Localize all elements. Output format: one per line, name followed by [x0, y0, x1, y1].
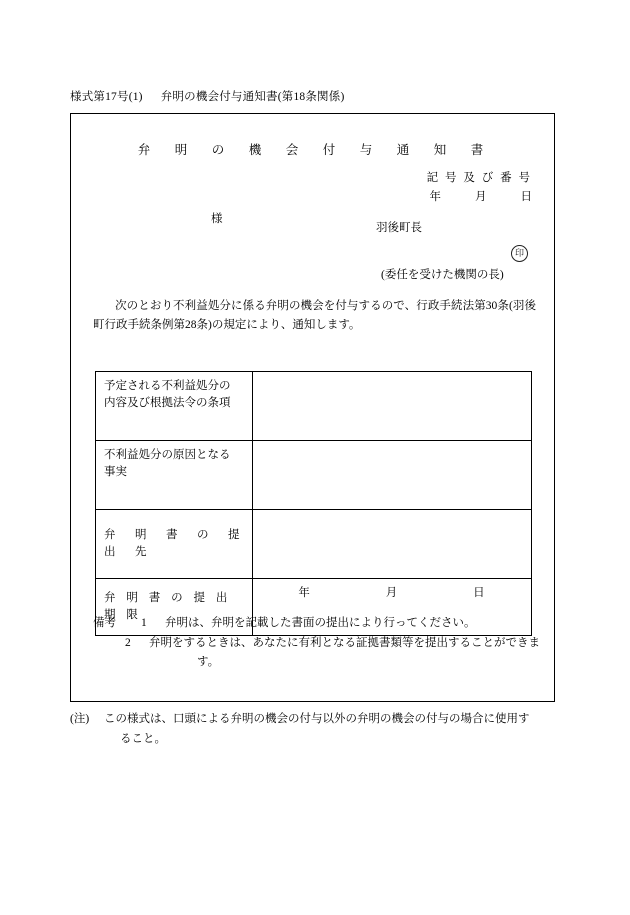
remarks-item-number: 1 [141, 617, 147, 629]
footnote-continuation: ること。 [120, 732, 166, 745]
remarks-item [93, 634, 543, 654]
deadline-day: 日 [473, 587, 486, 599]
remarks-item-continuation: す。 [197, 656, 220, 669]
form-table [95, 371, 532, 636]
footnote-text: この様式は、口頭による弁明の機会の付与以外の弁明の機会の付与の場合に使用す [104, 713, 530, 725]
table-row [96, 441, 532, 510]
table-cell-value-disposition-cause[interactable] [253, 441, 532, 510]
form-outer-border [70, 113, 555, 702]
deadline-month: 月 [385, 587, 399, 599]
table-cell-value-submission-destination[interactable] [253, 510, 532, 579]
table-cell-label-disposition-content: 予定される不利益処分の 内容及び根拠法令の条項 [96, 372, 253, 441]
remarks-section [93, 614, 543, 673]
issue-date-month: 月 [475, 191, 487, 203]
table-row [96, 510, 532, 579]
issue-date-line [430, 188, 533, 204]
remarks-item-text: 弁明は、弁明を記載した書面の提出により行ってください。 [165, 617, 476, 629]
table-cell-label-submission-destination: 弁 明 書 の 提 出 先 [96, 510, 253, 579]
table-cell-label-submission-deadline: 弁 明 書 の 提 出 期 限 [96, 579, 253, 636]
remarks-item-number: 2 [125, 636, 131, 649]
remarks-item [93, 614, 543, 634]
footnote-label: (注) [70, 713, 90, 725]
remarks-title: 備考 [93, 617, 116, 629]
issuer-name: 羽後町長 [376, 222, 422, 234]
table-row [96, 372, 532, 441]
footnote [70, 710, 570, 749]
deadline-year: 年 [298, 587, 311, 599]
form-number: 様式第17号(1) [70, 91, 143, 103]
table-cell-value-disposition-content[interactable] [253, 372, 532, 441]
form-number-heading [70, 88, 344, 104]
delegate-note: (委任を受けた機関の長) [381, 269, 504, 281]
issue-date-year: 年 [429, 191, 441, 203]
table-cell-label-disposition-cause: 不利益処分の原因となる 事実 [96, 441, 253, 510]
addressee-line: 様 [211, 213, 223, 225]
issue-date-day: 日 [520, 191, 532, 203]
remarks-item-text: 弁明をするときは、あなたに有利となる証拠書類等を提出することができま [149, 636, 540, 649]
body-paragraph-text: 次のとおり不利益処分に係る弁明の機会を付与するので、行政手続法第30条(羽後町行政手続条例第28条)の規定により、通知します。 [93, 300, 536, 331]
reference-number-label: 記 号 及 び 番 号 [426, 172, 532, 184]
document-heading [71, 140, 556, 158]
document-heading-text: 弁 明 の 機 会 付 与 通 知 書 [137, 143, 490, 157]
seal-icon: 印 [511, 245, 528, 262]
body-paragraph [93, 297, 536, 335]
form-title: 弁明の機会付与通知書(第18条関係) [160, 91, 345, 103]
